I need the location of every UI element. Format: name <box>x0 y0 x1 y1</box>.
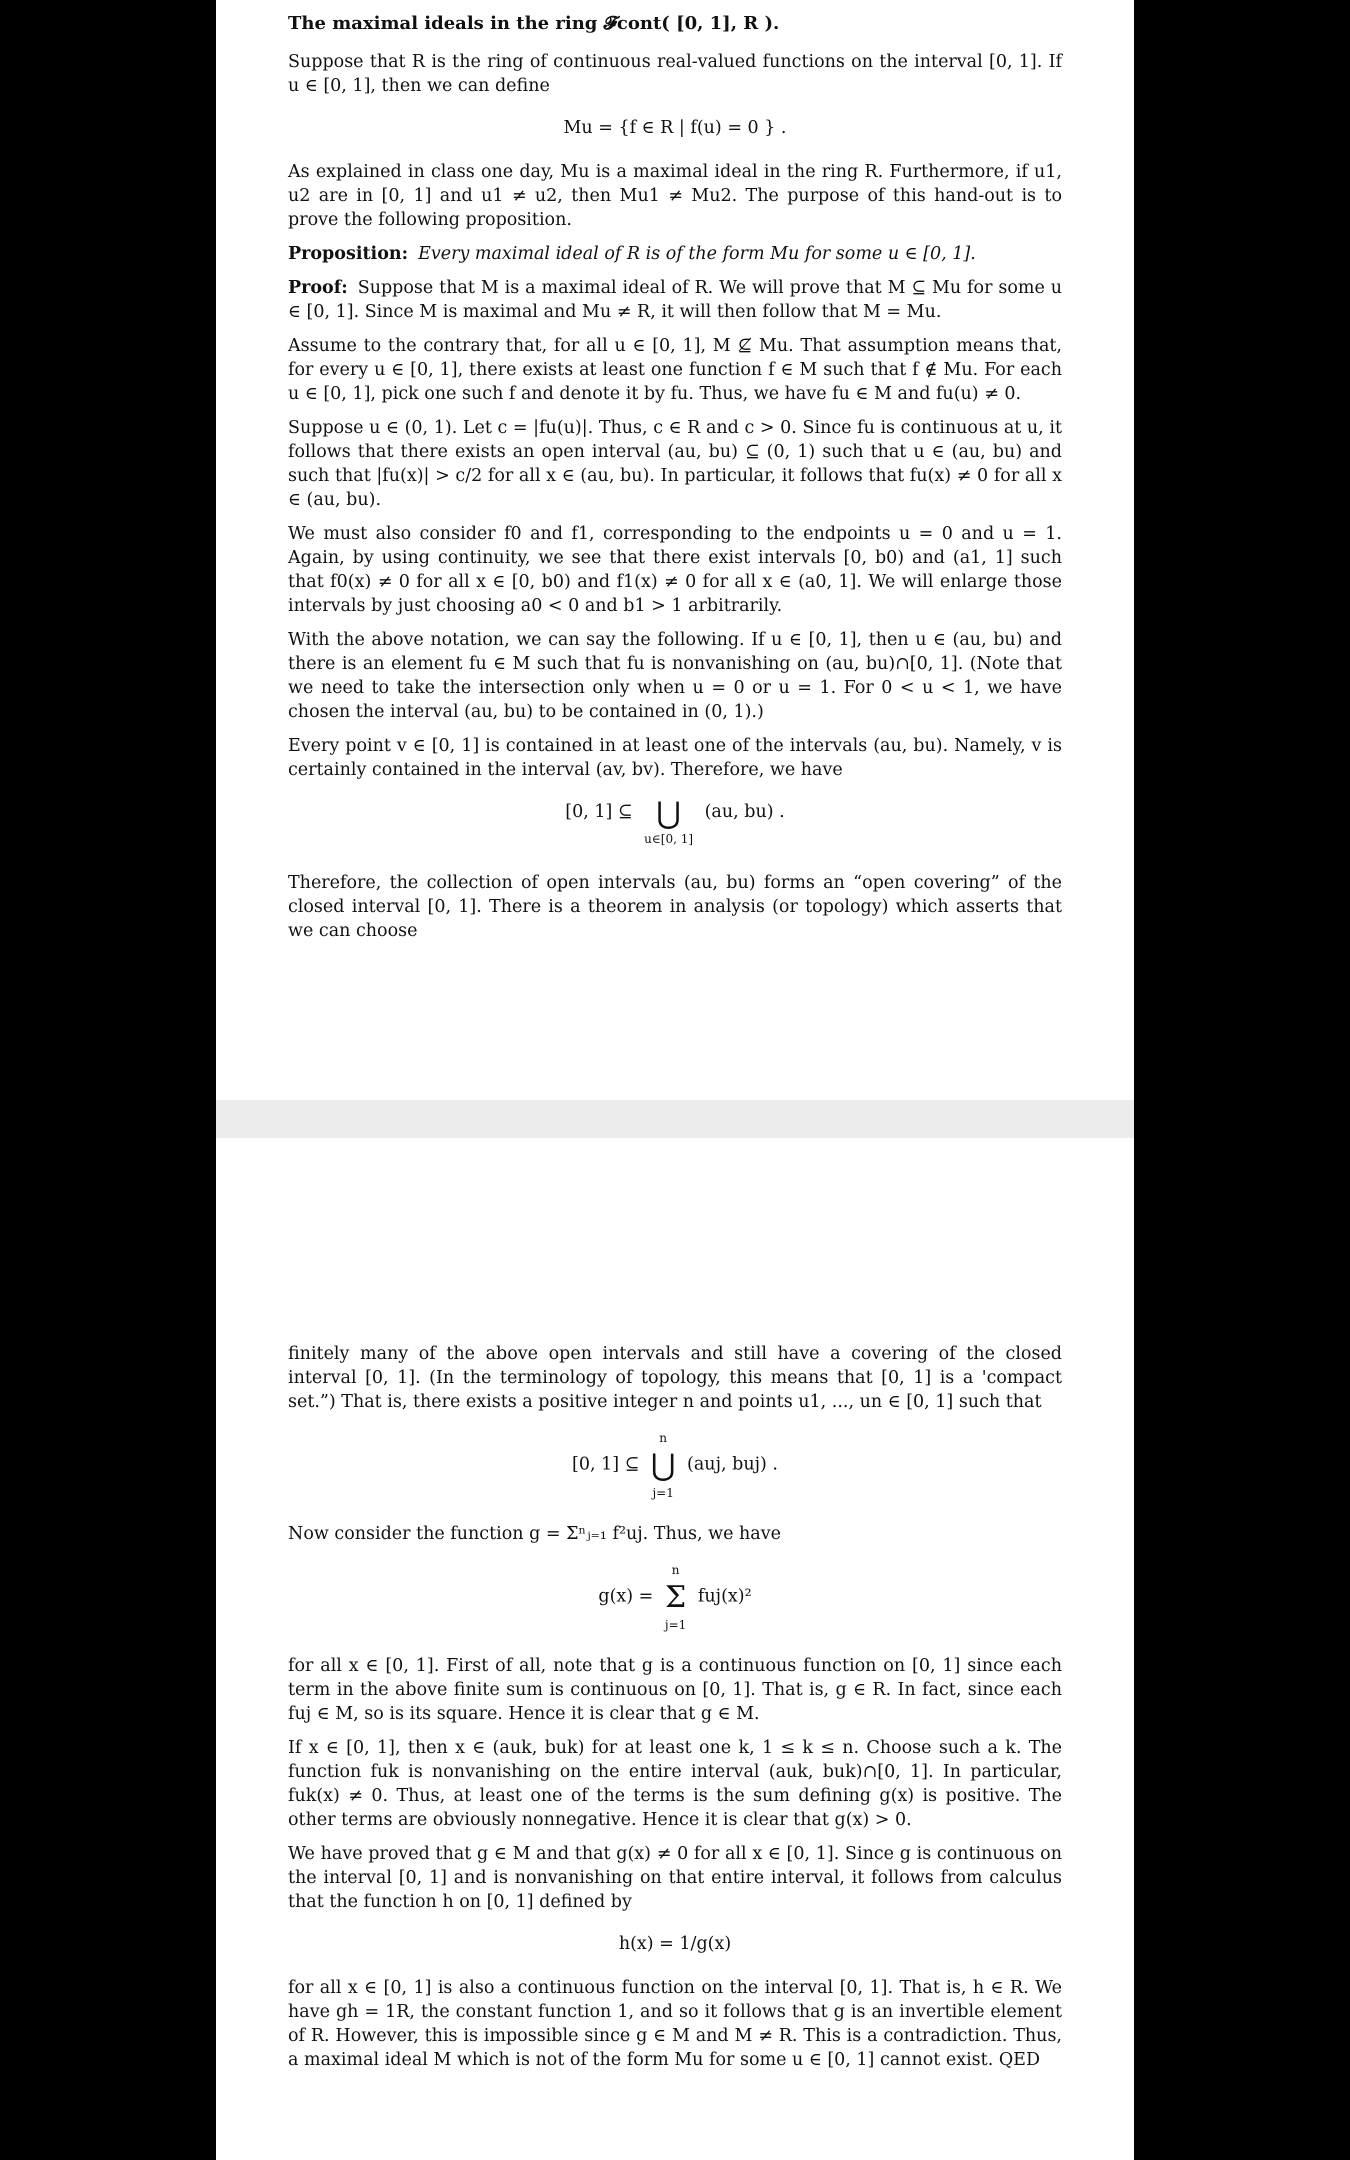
proposition-label: Proposition: <box>288 244 409 264</box>
union-operator: ⋃ <box>656 796 681 831</box>
eq3-upper-limit: n <box>659 1431 668 1445</box>
proposition-text: Every maximal ideal of R is of the form Mu for some u ∈ [0, 1]. <box>418 244 976 264</box>
equation-mu-definition: Mu = {f ∈ R | f(u) = 0 } . <box>563 118 787 138</box>
paragraph-conclusion: for all x ∈ [0, 1] is also a continuous function on the interval [0, 1]. That is, h ∈ R. We have gh = 1R, the constant function 1, and so it follows that g is an invertible element of R. However, this is impossible since g ∈ M and M ≠ R. This is a contradiction. Thus, a maximal ideal M which is not of the form Mu for some u ∈ [0, 1] cannot exist. QED <box>288 1978 1062 2070</box>
paragraph-assumption: Assume to the contrary that, for all u ∈ [0, 1], M ⊈ Mu. That assumption means that, for every u ∈ [0, 1], there exists at least one function f ∈ M such that f ∉ Mu. For each u ∈ [0, 1], pick one such f and denote it by fu. Thus, we have fu ∈ M and fu(u) ≠ 0. <box>288 336 1062 404</box>
page-gap <box>216 1100 1134 1138</box>
paragraph-define-g: Now consider the function g = Σⁿⱼ₌₁ f²uj. Thus, we have <box>288 1524 781 1544</box>
union-index: u∈[0, 1] <box>644 832 694 846</box>
eq4-upper-limit: n <box>671 1563 680 1577</box>
equation-g-sum <box>288 1556 1062 1638</box>
eq2-left: [0, 1] ⊆ <box>565 802 633 822</box>
paragraph-finite-cover: finitely many of the above open intervals and still have a covering of the closed interval [0, 1]. (In the terminology of topology, this means that [0, 1] is a 'compact set.”) That is, there exists a positive integer n and points u1, ..., un ∈ [0, 1] such that <box>288 1344 1062 1412</box>
paragraph-continuity: Suppose u ∈ (0, 1). Let c = |fu(u)|. Thus, c ∈ R and c > 0. Since fu is continuous at u, it follows that there exists an open interval (au, bu) ⊆ (0, 1) such that u ∈ (au, bu) and such that |fu(x)| > c/2 for all x ∈ (au, bu). In particular, it follows that fu(x) ≠ 0 for all x ∈ (au, bu). <box>288 418 1062 510</box>
eq4-left: g(x) = <box>598 1586 654 1607</box>
finite-union-operator: ⋃ <box>650 1448 676 1483</box>
equation-finite-union <box>288 1424 1062 1506</box>
paragraph-g-positive: If x ∈ [0, 1], then x ∈ (auk, buk) for at least one k, 1 ≤ k ≤ n. Choose such a k. The function fuk is nonvanishing on the entire interval (auk, buk)∩[0, 1]. In particular, fuk(x) ≠ 0. Thus, at least one of the terms is the sum defining g(x) is positive. The other terms are obviously nonnegative. Hence it is clear that g(x) > 0. <box>288 1738 1062 1830</box>
paragraph-every-point: Every point v ∈ [0, 1] is contained in at least one of the intervals (au, bu). Namely, v is certainly contained in the interval (av, bv). Therefore, we have <box>288 736 1062 780</box>
paragraph-open-covering: Therefore, the collection of open intervals (au, bu) forms an “open covering” of the closed interval [0, 1]. There is a theorem in analysis (or topology) which asserts that we can choose <box>288 873 1062 941</box>
sum-operator: Σ <box>665 1580 687 1615</box>
page-1 <box>216 0 1134 1100</box>
proof <box>288 276 1062 324</box>
paragraph-maximal-ideal: As explained in class one day, Mu is a maximal ideal in the ring R. Furthermore, if u1, u2 are in [0, 1] and u1 ≠ u2, then Mu1 ≠ Mu2. The purpose of this hand-out is to prove the following proposition. <box>288 162 1062 230</box>
equation-h-definition: h(x) = 1/g(x) <box>618 1934 732 1954</box>
proposition <box>288 242 1062 266</box>
paragraph-notation: With the above notation, we can say the following. If u ∈ [0, 1], then u ∈ (au, bu) and there is an element fu ∈ M such that fu is nonvanishing on (au, bu)∩[0, 1]. (Note that we need to take the intersection only when u = 0 or u = 1. For 0 < u < 1, we have chosen the interval (au, bu) to be contained in (0, 1).) <box>288 630 1062 722</box>
paragraph-g-nonvanishing: We have proved that g ∈ M and that g(x) ≠ 0 for all x ∈ [0, 1]. Since g is continuous on the interval [0, 1] and is nonvanishing on that entire interval, it follows from calculus that the function h on [0, 1] defined by <box>288 1844 1062 1912</box>
eq2-right: (au, bu) . <box>704 802 785 822</box>
eq3-lower-limit: j=1 <box>652 1486 674 1500</box>
paragraph-g-continuous: for all x ∈ [0, 1]. First of all, note that g is a continuous function on [0, 1] since each term in the above finite sum is continuous on [0, 1]. That is, g ∈ R. In fact, since each fuj ∈ M, so is its square. Hence it is clear that g ∈ M. <box>288 1656 1062 1724</box>
document-title: The maximal ideals in the ring 𝓕cont( [0, 1], R ). <box>288 13 780 34</box>
proof-label: Proof: <box>288 278 348 298</box>
paragraph-endpoints: We must also consider f0 and f1, corresponding to the endpoints u = 0 and u = 1. Again, by using continuity, we see that there exist intervals [0, b0) and (a1, 1] such that f0(x) ≠ 0 for all x ∈ [0, b0) and f1(x) ≠ 0 for all x ∈ (a0, 1]. We will enlarge those intervals by just choosing a0 < 0 and b1 > 1 arbitrarily. <box>288 524 1062 616</box>
proof-text: Suppose that M is a maximal ideal of R. We will prove that M ⊆ Mu for some u ∈ [0, 1]. Since M is maximal and Mu ≠ R, it will then follow that M = Mu. <box>288 278 1062 322</box>
paragraph-intro: Suppose that R is the ring of continuous real-valued functions on the interval [0, 1]. If u ∈ [0, 1], then we can define <box>288 52 1062 96</box>
eq3-left: [0, 1] ⊆ <box>572 1454 640 1475</box>
eq3-right: (auj, buj) . <box>687 1454 778 1475</box>
eq4-right: fuj(x)² <box>697 1586 752 1607</box>
equation-union-cover <box>288 796 1062 851</box>
page-2 <box>216 1138 1134 2160</box>
eq4-lower-limit: j=1 <box>664 1618 687 1632</box>
